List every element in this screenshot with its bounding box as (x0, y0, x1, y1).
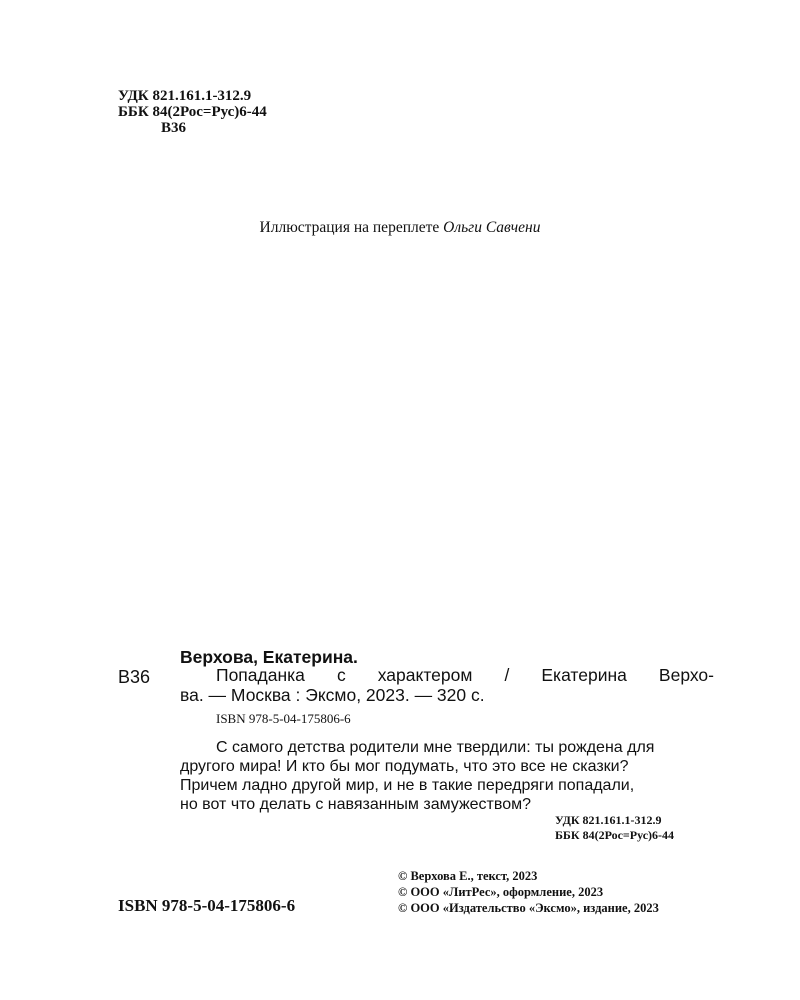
classification-block-top (118, 88, 267, 136)
card-author: Верхова, Екатерина. (180, 647, 358, 667)
annotation-line: С самого детства родители мне твердили: ты рождена для (216, 739, 655, 756)
annotation-line: другого мира! И кто бы мог подумать, что это все не сказки? (180, 758, 629, 775)
card-author-code: В36 (118, 667, 151, 687)
card-bbk-code: ББК 84(2Рос=Рус)6-44 (555, 828, 675, 842)
bbk-code: ББК 84(2Рос=Рус)6-44 (118, 104, 267, 120)
annotation (180, 738, 714, 814)
illustration-prefix: Иллюстрация на переплете (259, 219, 444, 236)
author-code: В36 (161, 120, 187, 136)
classification-block-bottom (555, 813, 674, 843)
illustration-artist: Ольги Савчени (443, 219, 541, 236)
annotation-line: но вот что делать с навязанным замужеством? (180, 796, 531, 813)
card-isbn: ISBN 978-5-04-175806-6 (216, 711, 351, 726)
annotation-line: Причем ладно другой мир, и не в такие передряги попадали, (180, 777, 635, 794)
copyright-line: © ООО «ЛитРес», оформление, 2023 (398, 885, 604, 899)
udk-code: УДК 821.161.1-312.9 (118, 88, 252, 104)
biblio-line-2: ва. — Москва : Эксмо, 2023. — 320 с. (180, 685, 485, 705)
copyright-line: © Верхова Е., текст, 2023 (398, 869, 538, 883)
copyright-line: © ООО «Издательство «Эксмо», издание, 2023 (398, 901, 659, 915)
copyright-block (398, 868, 659, 916)
illustration-credit (0, 219, 800, 237)
bibliographic-description (180, 665, 714, 705)
biblio-line-1: Попаданка с характером / Екатерина Верхо- (216, 665, 714, 685)
card-udk-code: УДК 821.161.1-312.9 (555, 813, 662, 827)
main-isbn: ISBN 978-5-04-175806-6 (118, 896, 296, 915)
